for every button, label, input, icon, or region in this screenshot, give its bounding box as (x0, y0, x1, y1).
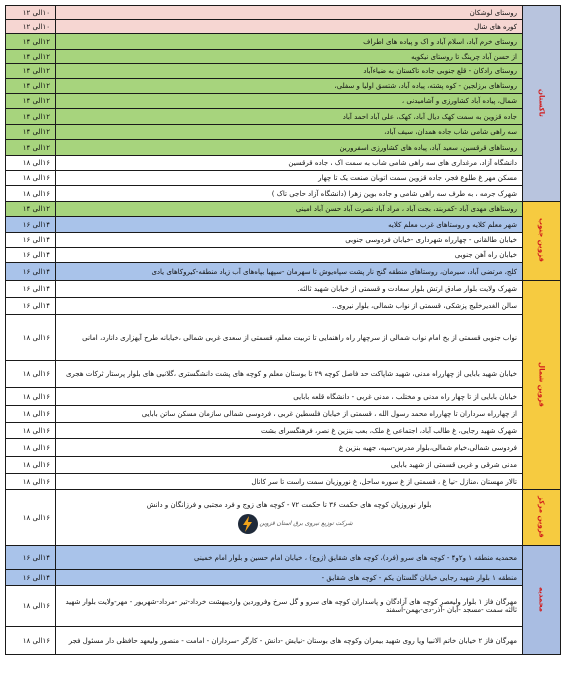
time-cell (6, 298, 56, 315)
region-name: محمدیه (537, 586, 546, 612)
area-cell (56, 315, 523, 361)
time-text: ۱۲الی ۱۴ (22, 67, 50, 75)
time-cell (6, 125, 56, 140)
area-text: روستاهای قرقسین، سعید آباد، پیاده های کشاورزی اسفرورین (339, 143, 517, 152)
area-cell (56, 457, 523, 474)
area-text: خیابان طالقانی - چهارراه شهرداری -خیابان فردوسی جنوبی (345, 236, 517, 244)
area-cell (56, 586, 523, 627)
area-cell (56, 627, 523, 655)
area-cell (56, 140, 523, 156)
region-name: قزوین جنوب (537, 218, 546, 262)
area-cell (56, 186, 523, 202)
time-cell (6, 627, 56, 655)
area-cell (56, 570, 523, 586)
time-cell (6, 34, 56, 50)
area-text: نواب جنوبی قسمتی از بخ امام نواب شمالی از سرچهار راه راهنمایی تا تربیت معلم، قسمتی از سعدی غربی شمالی ،خیابانه طرح آیهزاری دانارد، امانی (82, 333, 517, 342)
time-text: ۱۶الی ۱۸ (22, 333, 50, 342)
time-text: ۱۲الی ۱۴ (22, 143, 50, 152)
area-text: مدنی شرقی و غربی قسمتی از شهید بابایی (390, 461, 517, 469)
schedule-row (6, 361, 561, 388)
area-text: شمال، پیاده آباد کشاورزی و آشامیدنی ، (401, 97, 517, 105)
time-cell (6, 6, 56, 20)
area-cell (56, 490, 523, 546)
region-cell (523, 281, 561, 490)
schedule-row (6, 298, 561, 315)
time-text: ۱۲الی ۱۴ (22, 52, 50, 61)
area-cell (56, 263, 523, 281)
area-text: کوره های شال (474, 22, 517, 31)
schedule-row (6, 50, 561, 64)
time-text: ۱۶الی ۱۸ (22, 370, 50, 378)
time-cell (6, 546, 56, 570)
time-text: ۱۶الی ۱۸ (22, 174, 50, 182)
area-cell (56, 79, 523, 94)
area-text: از چهارراه سرداران تا چهارراه محمد رسول الله ، قسمتی از خیابان فلسطین غربی ، فردوسی شمالی سازمان مسکن ساتن بابایی (141, 410, 517, 418)
time-text: ۱۴الی ۱۶ (22, 285, 50, 293)
region-cell (523, 546, 561, 655)
time-cell (6, 388, 56, 406)
time-cell (6, 94, 56, 109)
schedule-row (6, 423, 561, 439)
schedule-row (6, 248, 561, 263)
region-cell (523, 490, 561, 546)
area-cell (56, 248, 523, 263)
time-text: ۱۲الی ۱۴ (22, 97, 50, 105)
time-text: ۱۴الی ۱۶ (22, 236, 50, 244)
area-text: جاده قزوین به سمت کهک دیال آباد، کهک، علی آباد احمد آباد (342, 112, 517, 121)
area-text: شهرک جرمه ، به طرف سه راهی شامی و جاده بوین زهرا (دانشگاه آزاد حاجی تاک ) (271, 189, 517, 198)
time-cell (6, 281, 56, 298)
area-cell (56, 202, 523, 217)
schedule-row (6, 406, 561, 423)
area-text: روستاهای برزلجین - کوه پشته، پیاده آباد، شتسق اولیا و سفلی، (334, 82, 517, 90)
schedule-row (6, 474, 561, 490)
time-text: ۱۴الی ۱۶ (22, 220, 50, 229)
time-text: ۱۰الی ۱۲ (22, 8, 50, 17)
area-cell (56, 423, 523, 439)
schedule-row (6, 94, 561, 109)
time-cell (6, 156, 56, 171)
area-text: تالار مهستان ،منازل -نیا غ ، قسمتی از غ سوره ساحل، غ نوروزیان سمت راست تا سر کانال (251, 477, 517, 486)
time-text: ۱۴الی ۱۶ (22, 573, 50, 582)
area-text: شهر معلم کلایه و روستاهای غرب معلم کلایه (388, 220, 517, 229)
area-text: منطقه ۱ بلوار شهید رجایی خیابان گلستان یکم - کوچه های شقایق - (321, 573, 517, 582)
time-cell (6, 50, 56, 64)
schedule-row (6, 546, 561, 570)
area-text: خیابان راه آهن جنوبی (454, 251, 517, 259)
area-text: بلوار نوروزیان کوچه های حکمت ۳۶ تا حکمت ۷۲ - کوچه های زوج و فرد مجتبی و فرزانگان و دانش (146, 500, 432, 509)
area-cell (56, 94, 523, 109)
area-text: روستای لوشکان (469, 8, 517, 17)
area-cell (56, 233, 523, 248)
time-cell (6, 406, 56, 423)
area-cell (56, 125, 523, 140)
schedule-row (6, 64, 561, 79)
time-cell (6, 202, 56, 217)
time-text: ۱۰الی ۱۲ (22, 22, 50, 31)
region-cell (523, 202, 561, 281)
area-cell (56, 34, 523, 50)
time-cell (6, 217, 56, 233)
area-cell (56, 50, 523, 64)
area-text: روستاهای مهدی آباد -کمربند، بجت آباد ، مراد آباد نصرت آباد حسن آباد امینی (295, 205, 517, 213)
time-cell (6, 490, 56, 546)
area-text: مهرگان فاز ۱ بلوار ولیعصر کوچه های آزادگان و پاسداران کوچه های سرو و گل سرخ وفروردین واردیبهشت خرداد-تیر -مرداد-شهریور - مهر-ولایت بلوار شهید ثالثه سمت -مسجد -آبان -آذر-دی-بهمن-اسفند (65, 598, 517, 614)
schedule-row (6, 457, 561, 474)
time-cell (6, 20, 56, 34)
time-text: ۱۶الی ۱۸ (22, 426, 50, 435)
schedule-row (6, 570, 561, 586)
time-cell (6, 423, 56, 439)
time-cell (6, 140, 56, 156)
time-text: ۱۲الی ۱۴ (22, 37, 50, 46)
time-cell (6, 248, 56, 263)
time-cell (6, 457, 56, 474)
time-text: ۱۶الی ۱۸ (22, 477, 50, 486)
area-cell (56, 281, 523, 298)
area-text: کلج، مرتضی آباد، سیرمان، روستاهای منطقه گنج نار پشت سپاه‌یوش تا سهرمان -سپهیا بپاه‌های آب زیاد منطقه-کیروکاهای یادی (151, 267, 517, 276)
area-text: خیابان شهید بابایی از چهارراه مدنی، شهید شاپاکت حد فاصل کوچه ۲۹ تا بوستان معلم و کوچه های پشت دانشگستری ،گلانیی های بلوار پرستار ثرکات هجری (65, 370, 517, 378)
area-cell (56, 217, 523, 233)
time-text: ۱۴الی ۱۶ (22, 251, 50, 259)
schedule-row (6, 281, 561, 298)
schedule-row (6, 125, 561, 140)
time-cell (6, 586, 56, 627)
outage-table (5, 5, 561, 655)
area-text: محمدیه منطقه ۱ و۲و۴ - کوچه های سرو (فرد)، کوچه های شقایق (زوج) ، خیابان امام حسین و بلوار امام خمینی (194, 553, 517, 562)
schedule-row (6, 109, 561, 125)
area-text: مسکن مهر غ طلوع فجر، جاده قزوین سمت اتوبان صنعت یک تا چهار (318, 174, 517, 182)
area-text: فردوسی شمالی،خیام شمالی،بلوار مدرس-سپه، جهیه بنزین غ (338, 443, 517, 452)
area-text: شهرک ولایت بلوار صادق ارتش بلوار سعادت و قسمتی از خیابان شهید ثالثه. (297, 285, 517, 293)
region-name: قزوین شمال (537, 361, 546, 407)
schedule-row (6, 79, 561, 94)
schedule-row (6, 263, 561, 281)
time-text: ۱۶الی ۱۸ (22, 392, 50, 401)
region-name: قزوین مرکز (537, 495, 546, 538)
area-cell (56, 388, 523, 406)
area-cell (56, 546, 523, 570)
area-cell (56, 406, 523, 423)
schedule-row (6, 233, 561, 248)
area-cell (56, 361, 523, 388)
area-cell (56, 156, 523, 171)
power-company-logo-icon (237, 513, 259, 535)
time-cell (6, 186, 56, 202)
area-cell (56, 64, 523, 79)
time-cell (6, 109, 56, 125)
schedule-row (6, 490, 561, 546)
schedule-row (6, 439, 561, 457)
schedule-row (6, 388, 561, 406)
time-text: ۱۶الی ۱۸ (22, 159, 50, 167)
area-cell (56, 474, 523, 490)
time-cell (6, 171, 56, 186)
time-cell (6, 64, 56, 79)
time-text: ۱۴الی ۱۶ (22, 267, 50, 276)
time-text: ۱۶الی ۱۸ (22, 602, 50, 610)
time-text: ۱۶الی ۱۸ (22, 410, 50, 418)
schedule-row (6, 586, 561, 627)
time-text: ۱۴الی ۱۶ (22, 553, 50, 562)
area-cell (56, 6, 523, 20)
time-cell (6, 79, 56, 94)
time-cell (6, 361, 56, 388)
time-text: ۱۴الی ۱۶ (22, 302, 50, 310)
area-cell (56, 439, 523, 457)
area-text: سه راهی شامی شاب جاده همدان، سیف آباد، (384, 128, 517, 136)
time-cell (6, 474, 56, 490)
schedule-row (6, 627, 561, 655)
area-text: سالن الغدیرخلیج پزشکی، قسمتی از نواب شمالی، بلوار نیروی.. (332, 302, 517, 310)
area-cell (56, 171, 523, 186)
area-text: دانشگاه آزاد، مرغداری های سه راهی شامی شاب به سمت اک ، جاده قرقسین (288, 159, 517, 167)
schedule-row (6, 171, 561, 186)
schedule-row (6, 186, 561, 202)
outage-table-body (6, 6, 561, 655)
time-cell (6, 570, 56, 586)
time-text: ۱۶الی ۱۸ (22, 461, 50, 469)
time-text: ۱۶الی ۱۸ (22, 636, 50, 645)
region-cell (523, 6, 561, 202)
area-cell (56, 20, 523, 34)
time-text: ۱۲الی ۱۴ (22, 128, 50, 136)
logo-text: شرکت توزیع نیروی برق استان قزوین (259, 519, 353, 527)
time-cell (6, 315, 56, 361)
time-text: ۱۲الی ۱۴ (22, 112, 50, 121)
time-text: ۱۲الی ۱۴ (22, 82, 50, 90)
time-cell (6, 439, 56, 457)
area-text: شهرک شهید رجایی، غ طالب آباد، اجتماعی غ ملک، بعب بنزین غ نصر، فرهنگسرای بشت (261, 426, 517, 435)
area-text: از حسن آباد چرینگ تا روستای نیکویه (411, 52, 517, 61)
area-text: مهرگان فاز ۲ خیابان خاتم الانبیا ویا روی شهید بیمران وکوچه های بوستان -نیایش -دانش - کارگر -سرداران - امامت - منصور ولیعهد حافظی دار مسئول فجر (68, 636, 517, 645)
time-text: ۱۶الی ۱۸ (22, 443, 50, 452)
area-cell (56, 298, 523, 315)
time-text: ۱۶الی ۱۸ (22, 513, 50, 522)
area-cell (56, 109, 523, 125)
schedule-row (6, 217, 561, 233)
area-text: روستای رادکان - قلع جنوبی جاده تاکستان به ضیاءآباد (363, 67, 517, 75)
schedule-row (6, 20, 561, 34)
time-text: ۱۲الی ۱۴ (22, 205, 50, 213)
schedule-row (6, 202, 561, 217)
schedule-row (6, 6, 561, 20)
area-text: روستای خرم آباد، اسلام آباد و اک و پیاده های اطراف (363, 37, 517, 46)
time-cell (6, 233, 56, 248)
schedule-row (6, 156, 561, 171)
region-name: تاکستان (537, 88, 546, 117)
time-text: ۱۶الی ۱۸ (22, 189, 50, 198)
area-text: خیابان بابایی از تا چهار راه مدنی و مختلب ، مدنی غربی - دانشگاه قلعه بابایی (293, 392, 517, 401)
schedule-row (6, 140, 561, 156)
time-cell (6, 263, 56, 281)
schedule-row (6, 34, 561, 50)
schedule-row (6, 315, 561, 361)
